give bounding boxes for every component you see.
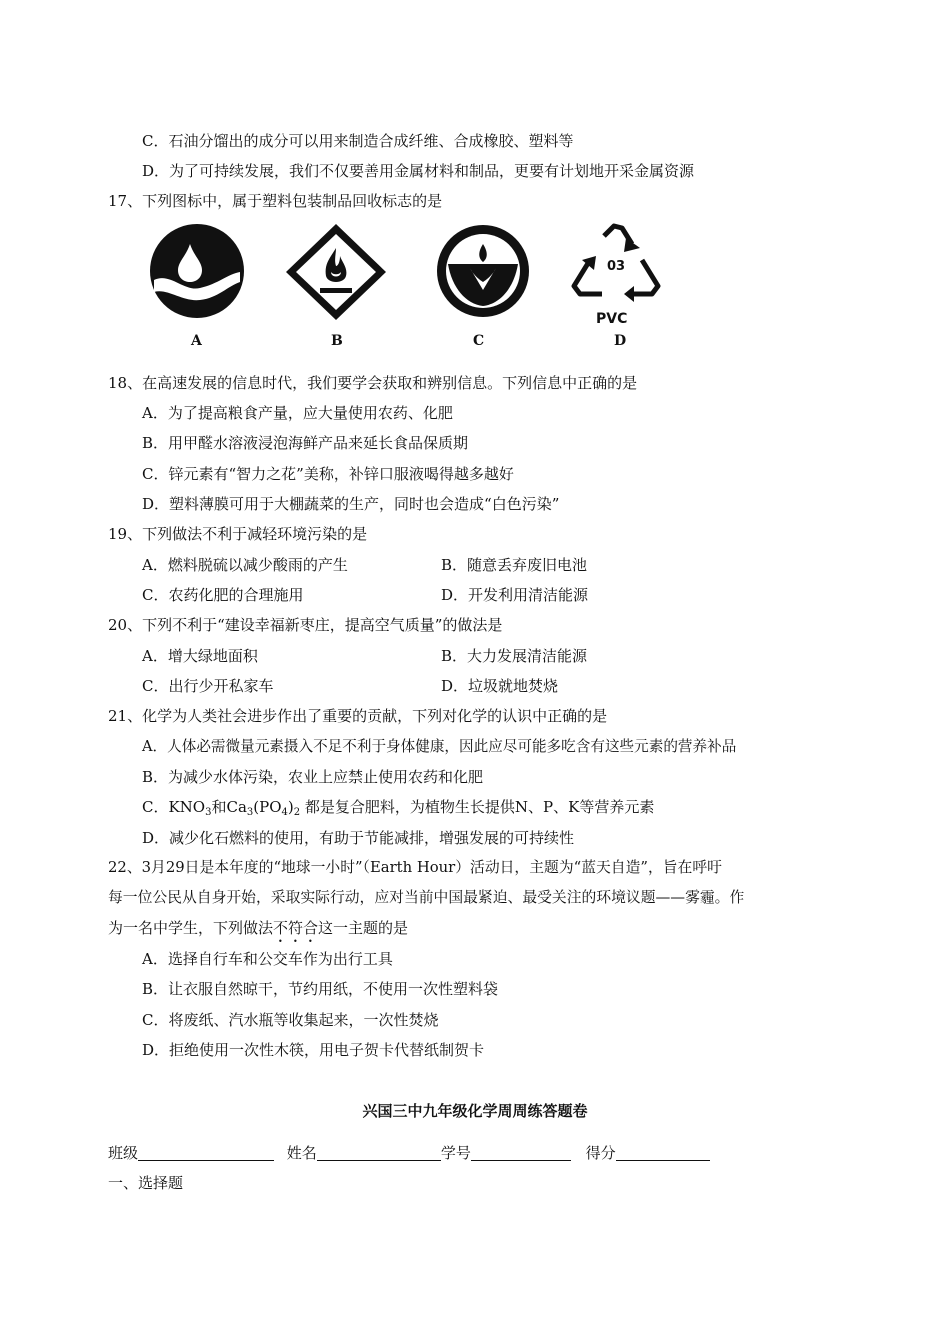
q17-stem: 17、下列图标中，属于塑料包装制品回收标志的是 [108,192,443,210]
q22-stem-line1: 22、3月29日是本年度的“地球一小时”（Earth Hour）活动日，主题为“蓝天自造”，旨在呼吁 [108,859,722,876]
class-field[interactable] [138,1144,274,1161]
q16-option-d: D．为了可持续发展，我们不仅要善用金属材料和制品，更要有计划地开采金属资源 [142,162,695,180]
q18-stem: 18、在高速发展的信息时代，我们要学会获取和辨别信息。下列信息中正确的是 [108,374,638,392]
id-field[interactable] [471,1144,571,1161]
green-food-icon [434,222,532,324]
q18-option-c: C．锌元素有“智力之花”美称，补锌口服液喝得越多越好 [142,465,514,483]
q22-option-a: A．选择自行车和公交车作为出行工具 [142,950,393,968]
q21-option-c: C．$KNO_3$和$Ca_3(PO_4)_2$ 都是复合肥料，为植物生长提供N、P、K等营养元素 [142,798,655,818]
emphasized-text: 不符合 [273,919,319,937]
icon-label-b: B [331,333,343,349]
q18-option-a: A．为了提高粮食产量，应大量使用农药、化肥 [142,404,453,422]
name-field[interactable] [317,1144,441,1161]
recycle-pvc-icon [568,222,664,310]
recycle-code: 03 [606,259,626,274]
q20-option-d: D．垃圾就地焚烧 [441,677,559,695]
q20-stem: 20、下列不利于“建设幸福新枣庄，提高空气质量”的做法是 [108,616,503,634]
q22-stem-line2: 每一位公民从自身开始，采取实际行动，应对当前中国最紧迫、最受关注的环境议题——雾霾。作 [108,889,745,906]
q19-stem: 19、下列做法不利于减轻环境污染的是 [108,525,368,543]
score-label: 得分 [585,1144,616,1162]
q19-option-a: A．燃料脱硫以减少酸雨的产生 [142,556,348,574]
q21-option-d: D．减少化石燃料的使用，有助于节能减排，增强发展的可持续性 [142,829,575,847]
q16-option-c: C．石油分馏出的成分可以用来制造合成纤维、合成橡胶、塑料等 [142,132,574,150]
class-label: 班级 [108,1144,139,1162]
q22-option-b: B．让衣服自然晾干，节约用纸，不使用一次性塑料袋 [142,980,499,998]
q22-stem-line3: 为一名中学生，下列做法不符合这一主题的是 [108,919,409,937]
flammable-icon [284,222,388,326]
answer-sheet-title: 兴国三中九年级化学周周练答题卷 [362,1102,588,1120]
id-label: 学号 [440,1144,471,1162]
icon-label-a: A [191,333,202,349]
icon-label-d: D [614,333,627,349]
q22-option-d: D．拒绝使用一次性木筷，用电子贺卡代替纸制贺卡 [142,1041,485,1059]
section-heading: 一、选择题 [108,1174,184,1192]
icon-label-c: C [473,333,485,349]
q22-option-c: C．将废纸、汽水瓶等收集起来，一次性焚烧 [142,1011,439,1029]
q20-option-a: A．增大绿地面积 [142,647,258,665]
q21-stem: 21、化学为人类社会进步作出了重要的贡献，下列对化学的认识中正确的是 [108,707,608,725]
water-saving-icon [148,222,246,324]
q20-option-b: B．大力发展清洁能源 [441,647,588,665]
q19-option-b: B．随意丢弃废旧电池 [441,556,588,574]
q20-option-c: C．出行少开私家车 [142,677,274,695]
name-label: 姓名 [286,1144,317,1162]
q21-option-b: B．为减少水体污染，农业上应禁止使用农药和化肥 [142,768,484,786]
score-field[interactable] [616,1144,710,1161]
student-info-row [108,1143,710,1163]
q18-option-d: D．塑料薄膜可用于大棚蔬菜的生产，同时也会造成“白色污染” [142,495,560,513]
q19-option-c: C．农药化肥的合理施用 [142,586,304,604]
q21-option-a: A．人体必需微量元素摄入不足不利于身体健康，因此应尽可能多吃含有这些元素的营养补品 [142,738,737,755]
q19-option-d: D．开发利用清洁能源 [441,586,589,604]
recycle-pvc-text: PVC [596,311,628,327]
q18-option-b: B．用甲醛水溶液浸泡海鲜产品来延长食品保质期 [142,434,469,452]
